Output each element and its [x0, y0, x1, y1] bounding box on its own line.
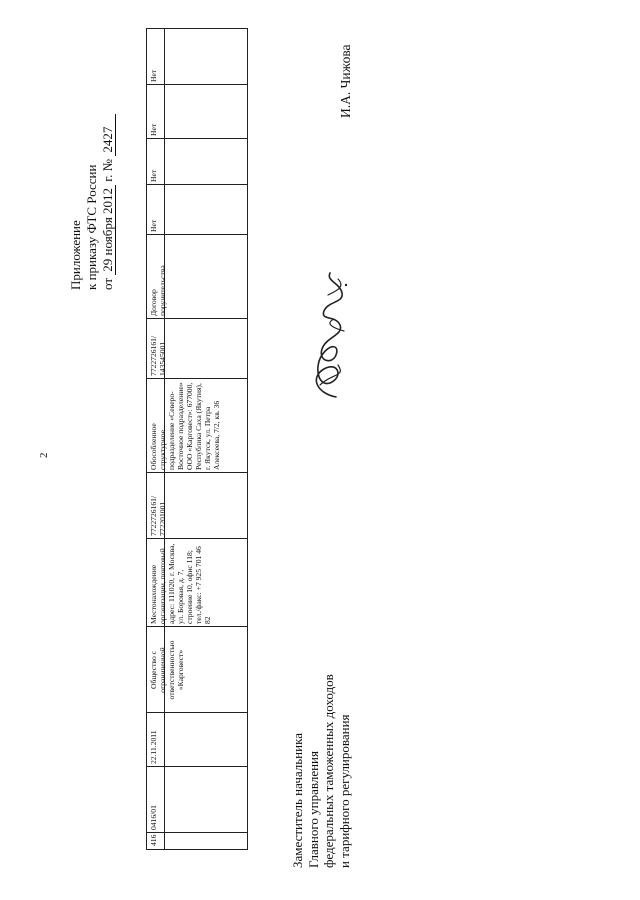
cell-col13: Нет	[149, 69, 158, 82]
signatory-title	[290, 674, 352, 868]
cell-number: 0416/01	[149, 805, 158, 830]
number-sign: №	[100, 158, 115, 172]
cell-subdivision: Обособленное структурное подразделение «Северо-Восточное подразделение» ООО «Карговест»: 677000, Республика Саха (Якутия), г. Якутск, ул. Петра Алексеева, 7/2, кв. 36	[149, 382, 221, 470]
handwritten-signature	[300, 265, 360, 415]
cell-inn-kpp-sub: 7722726161/ 143545001	[149, 335, 167, 376]
col-divider	[147, 84, 247, 85]
appendix-date-line	[100, 114, 116, 290]
cell-organization: Общество с ограниченной ответственностью «Карговест»	[149, 640, 185, 700]
cell-col10: Нет	[149, 219, 158, 232]
page-number: 2	[38, 452, 50, 458]
date-month: ноября	[100, 217, 115, 256]
cell-contract: Договор поручительства	[149, 265, 167, 316]
cell-index: 416	[149, 834, 158, 846]
date-prefix: от	[100, 277, 115, 290]
appendix-header	[68, 114, 116, 290]
registry-table	[146, 28, 248, 850]
signatory-line: федеральных таможенных доходов	[321, 674, 336, 868]
signatory-line: Главного управления	[305, 751, 321, 868]
signatory-line: и тарифного регулирования	[336, 714, 352, 868]
cell-col12: Нет	[149, 123, 158, 136]
date-day: 29	[100, 258, 115, 272]
year-suffix: г.	[100, 174, 115, 182]
cell-inn-kpp-org: 7722726161/ 772201001	[149, 495, 167, 536]
appendix-order-ref: к приказу ФТС России	[84, 164, 99, 290]
order-number: 2427	[100, 126, 115, 153]
date-year: 2012	[100, 187, 115, 214]
col-divider	[147, 184, 247, 185]
cell-col11: Нет	[149, 169, 158, 182]
appendix-title: Приложение	[68, 220, 83, 290]
signatory-line: Заместитель начальника	[290, 733, 305, 868]
signatory-name: И.А. Чижова	[338, 44, 353, 118]
col-divider	[147, 138, 247, 139]
col-divider	[147, 832, 247, 833]
cell-date: 22.11.2011	[149, 730, 158, 764]
cell-location: Местонахождение организации, почтовый адрес: 111020, г. Москва, ул. Боровая, д. 7, строение 10, офис 118; тел./факс: +7 925 701 46 82	[149, 543, 212, 624]
col-divider	[147, 766, 247, 767]
